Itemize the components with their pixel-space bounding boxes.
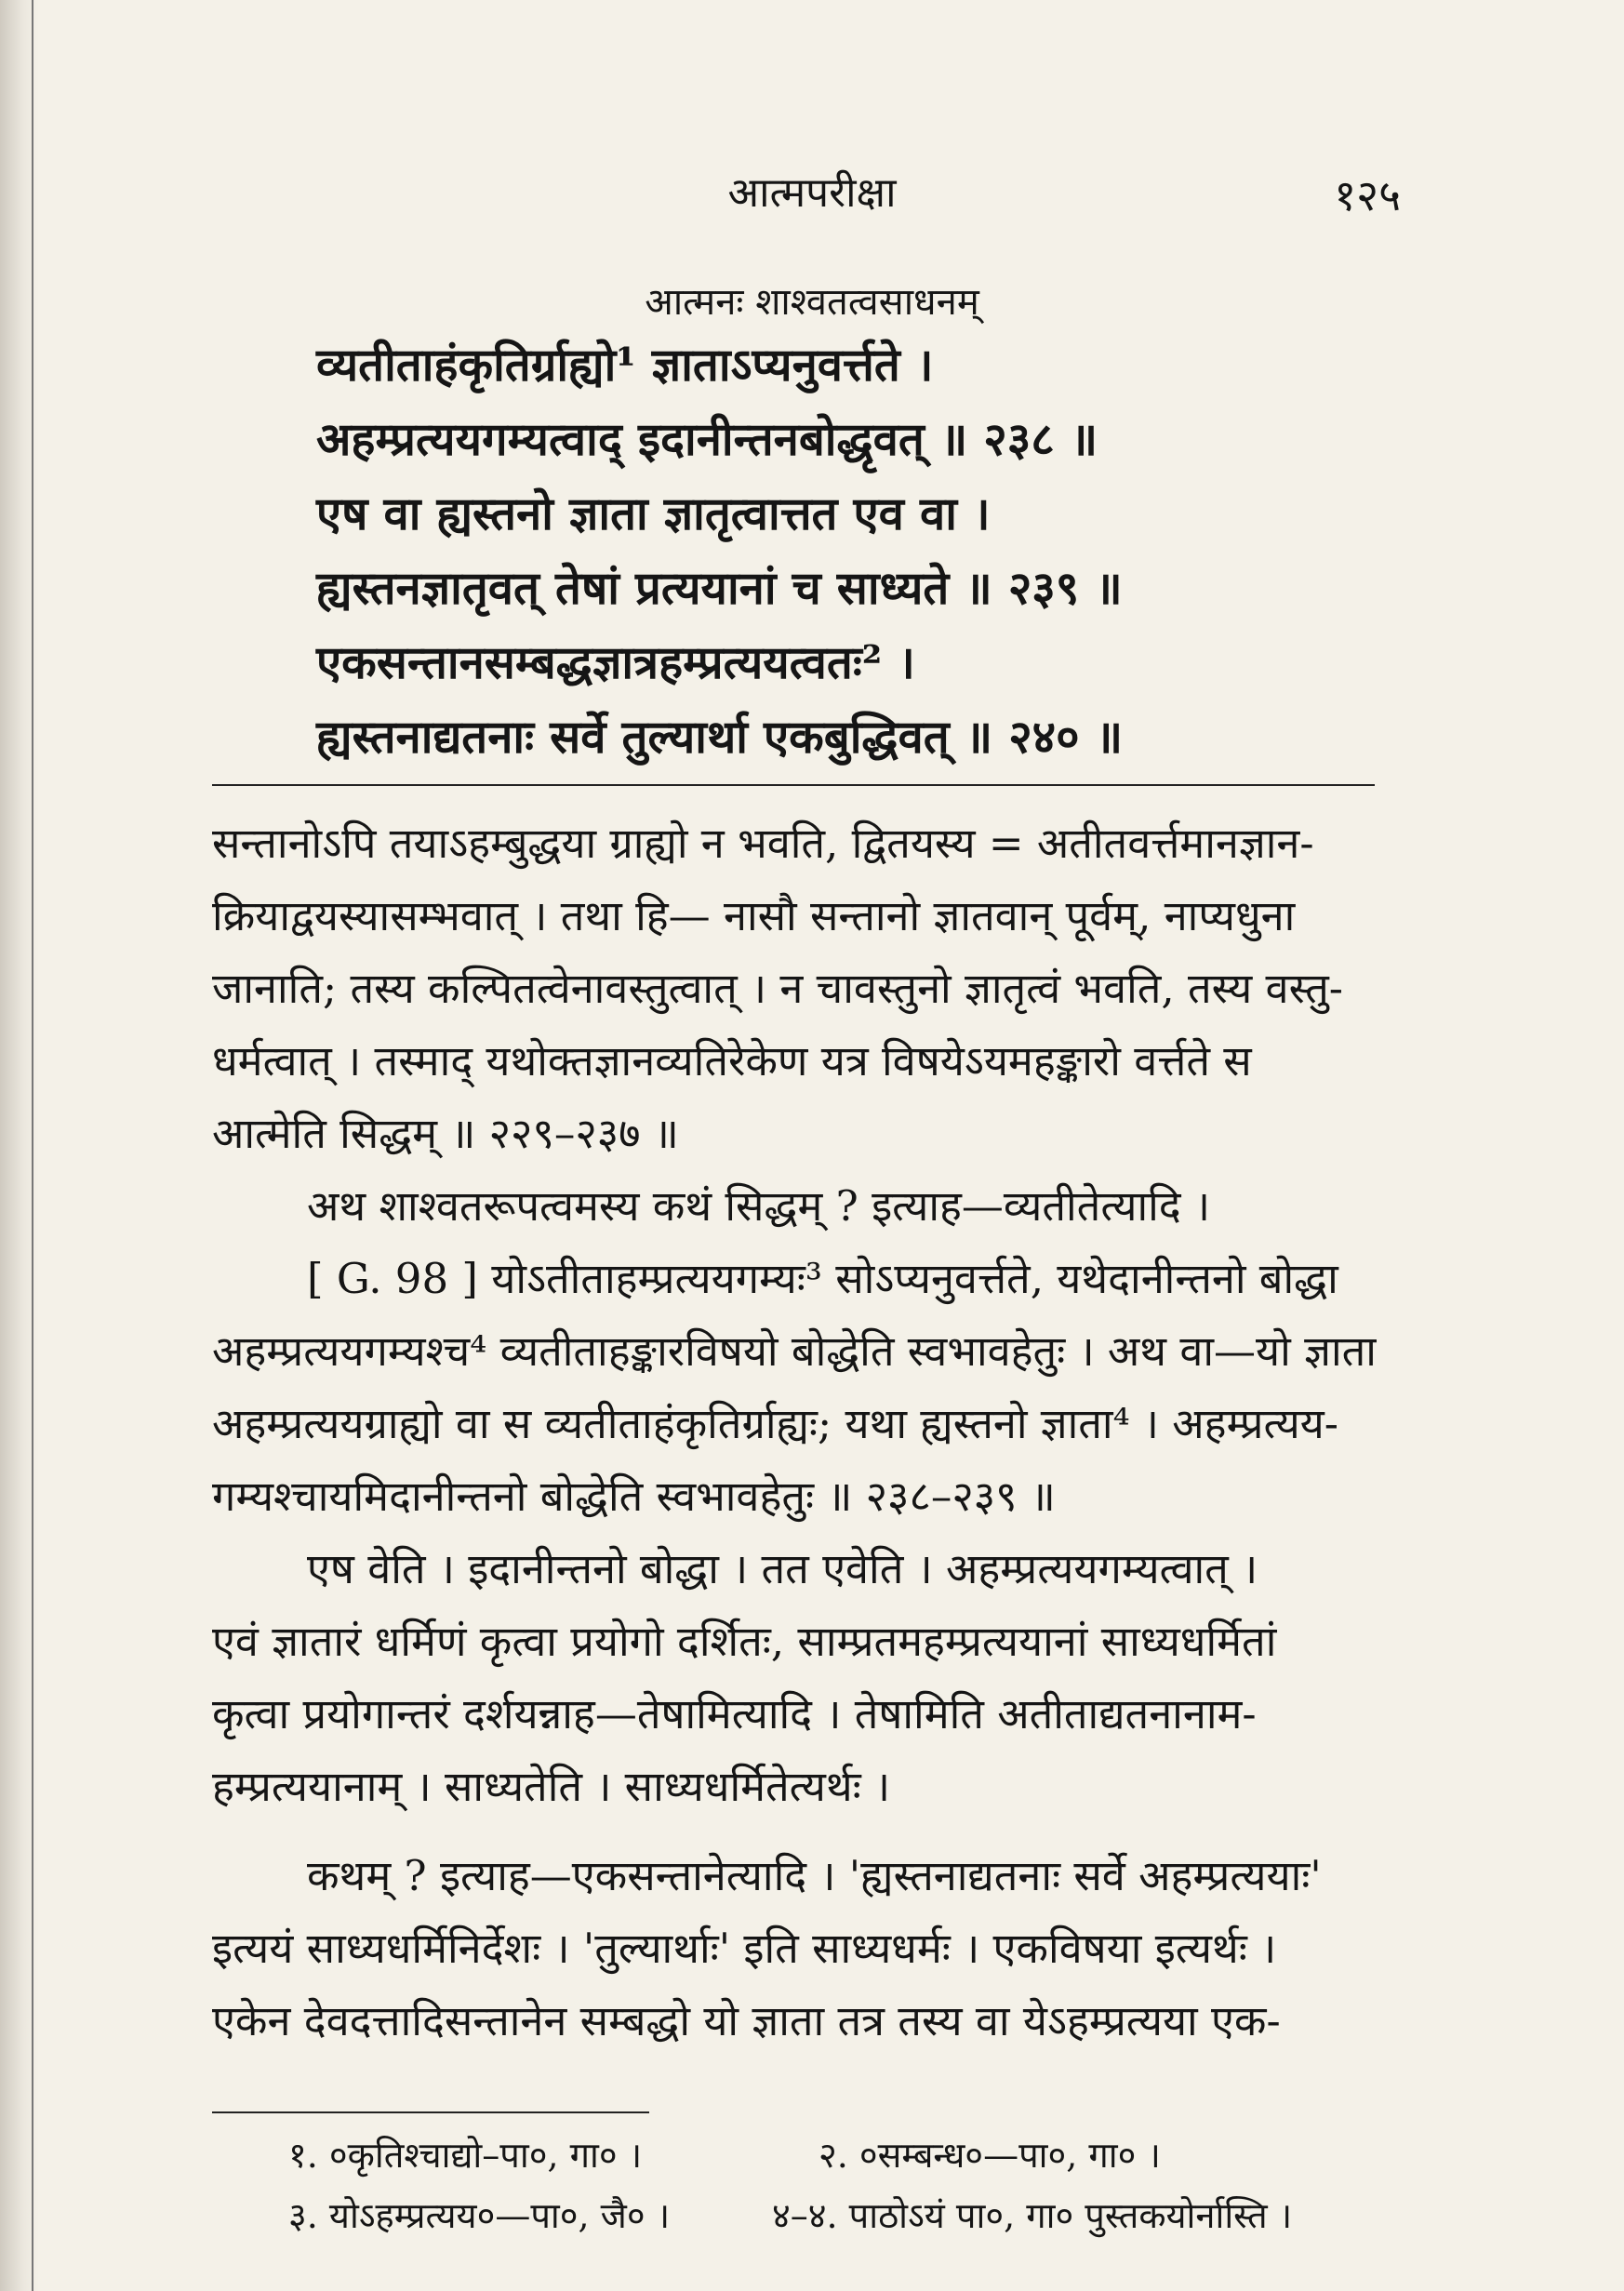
verse-line: ह्यस्तनाद्यतनाः सर्वे तुल्यार्था एकबुद्धिवत् ॥ २४० ॥: [316, 710, 1124, 764]
verse-line: व्यतीताहंकृतिर्ग्राह्यो¹ ज्ञाताऽप्यनुवर्त्तते ।: [316, 338, 934, 392]
section-divider: [212, 784, 1375, 786]
commentary-line: गम्यश्चायमिदानीन्तनो बोद्धेति स्वभावहेतुः ॥ २३८–२३९ ॥: [212, 1472, 1056, 1521]
page-number: १२५: [1334, 170, 1401, 220]
footnote: ३. योऽहम्प्रत्यय०—पा०, जै० ।: [288, 2195, 671, 2236]
commentary-line: हम्प्रत्ययानाम् । साध्यतेति । साध्यधर्मितेत्यर्थः ।: [212, 1762, 891, 1811]
binding-line: [32, 0, 33, 2291]
commentary-line: अथ शाश्वतरूपत्वमस्य कथं सिद्धम् ? इत्याह—व्यतीतेत्यादि ।: [307, 1181, 1211, 1231]
commentary-line: अहम्प्रत्ययग्राह्यो वा स व्यतीताहंकृतिर्ग्राह्यः; यथा ह्यस्तनो ज्ञाता⁴ । अहम्प्रत्यय-: [212, 1399, 1338, 1448]
commentary-line: [ G. 98 ] योऽतीताहम्प्रत्ययगम्यः³ सोऽप्यनुवर्त्तते, यथेदानीन्तनो बोद्धा: [307, 1254, 1338, 1303]
footnote: १. ०कृतिश्चाद्यो–पा०, गा० ।: [288, 2135, 643, 2176]
commentary-line: एष वेति । इदानीन्तनो बोद्धा । तत एवेति । अहम्प्रत्ययगम्यत्वात् ।: [307, 1544, 1258, 1593]
commentary-line: आत्मेति सिद्धम् ॥ २२९–२३७ ॥: [212, 1109, 679, 1158]
verse-line: एष वा ह्यस्तनो ज्ञाता ज्ञातृत्वात्तत एव वा ।: [316, 486, 991, 540]
commentary-line: एवं ज्ञातारं धर्मिणं कृत्वा प्रयोगो दर्शितः, साम्प्रतमहम्प्रत्ययानां साध्यधर्मितां: [212, 1617, 1277, 1666]
commentary-line: सन्तानोऽपि तयाऽहम्बुद्धया ग्राह्यो न भवति, द्वितयस्य = अतीतवर्त्तमानज्ञान-: [212, 819, 1314, 868]
verse-line: अहम्प्रत्ययगम्यत्वाद् इदानीन्तनबोद्धृवत् ॥ २३८ ॥: [316, 412, 1098, 466]
running-header: आत्मपरीक्षा: [727, 169, 897, 217]
footnote: ४–४. पाठोऽयं पा०, गा० पुस्तकयोर्नास्ति ।: [772, 2195, 1293, 2236]
verse-line: एकसन्तानसम्बद्धज्ञात्रहम्प्रत्ययत्वतः² ।: [316, 635, 915, 689]
verse-line: ह्यस्तनज्ञातृवत् तेषां प्रत्ययानां च साध्यते ॥ २३९ ॥: [316, 561, 1123, 615]
section-title: आत्मनः शाश्वतत्वसाधनम्: [645, 281, 979, 324]
commentary-line: इत्ययं साध्यधर्मिनिर्देशः । 'तुल्यार्थाः' इति साध्यधर्मः । एकविषया इत्यर्थः ।: [212, 1924, 1277, 1973]
footnote: २. ०सम्बन्ध०—पा०, गा० ।: [819, 2135, 1161, 2176]
commentary-line: अहम्प्रत्ययगम्यश्च⁴ व्यतीताहङ्कारविषयो बोद्धेति स्वभावहेतुः । अथ वा—यो ज्ञाता: [212, 1326, 1377, 1376]
commentary-line: कृत्वा प्रयोगान्तरं दर्शयन्नाह—तेषामित्यादि । तेषामिति अतीताद्यतनानाम-: [212, 1689, 1257, 1738]
commentary-line: एकेन देवदत्तादिसन्तानेन सम्बद्धो यो ज्ञाता तत्र तस्य वा येऽहम्प्रत्यया एक-: [212, 1996, 1281, 2045]
commentary-line: धर्मत्वात् । तस्माद् यथोक्तज्ञानव्यतिरेकेण यत्र विषयेऽयमहङ्कारो वर्त्तते स: [212, 1036, 1252, 1086]
commentary-line: कथम् ? इत्याह—एकसन्तानेत्यादि । 'ह्यस्तनाद्यतनाः सर्वे अहम्प्रत्ययाः': [307, 1851, 1322, 1900]
footnote-divider: [212, 2111, 649, 2113]
commentary-line: जानाति; तस्य कल्पितत्वेनावस्तुत्वात् । न चावस्तुनो ज्ञातृत्वं भवति, तस्य वस्तु-: [212, 964, 1343, 1013]
commentary-line: क्रियाद्वयस्यासम्भवात् । तथा हि— नासौ सन्तानो ज्ञातवान् पूर्वम्, नाप्यधुना: [212, 891, 1296, 940]
